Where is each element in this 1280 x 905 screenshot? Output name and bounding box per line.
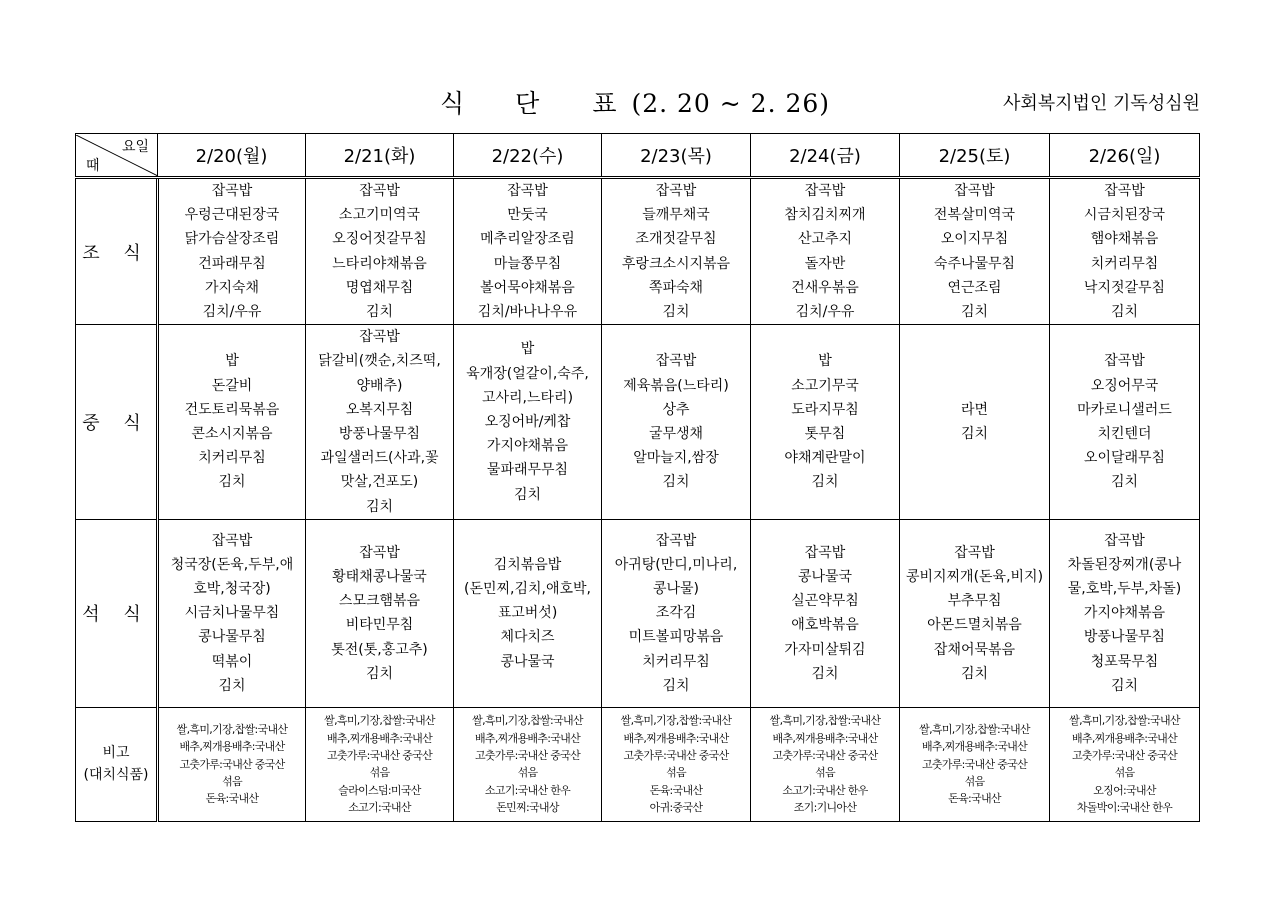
notes-cell-sat — [900, 707, 1050, 821]
menu-item: 오이달래무침 — [1083, 450, 1166, 467]
breakfast-row — [76, 178, 1200, 325]
menu-item: 잡곡밥 — [655, 353, 697, 370]
menu-item: 들깨무채국 — [642, 207, 710, 224]
note-line: 섞음 — [815, 766, 835, 780]
menu-item: 실곤약무침 — [791, 593, 859, 610]
menu-item: 낙지젓갈무침 — [1083, 279, 1166, 296]
note-line: 섞음 — [517, 766, 538, 780]
menu-item: 김치 — [513, 486, 542, 503]
menu-item: 가지야채볶음 — [1083, 605, 1166, 622]
menu-item: 톳전(톳,홍고추) — [331, 641, 428, 658]
menu-item: 야채계란말이 — [784, 450, 866, 467]
menu-item: 건도토리묵볶음 — [184, 401, 280, 418]
note-line: 슬라이스덤:미국산 — [338, 783, 421, 797]
note-line: 섞음 — [1114, 766, 1135, 780]
lunch-label: 중 식 — [82, 413, 150, 435]
dinner-label-cell — [76, 519, 158, 707]
menu-item: 후랑크소시지볶음 — [621, 255, 731, 272]
lunch-cell-thu — [602, 325, 751, 520]
note-line: 배추,찌개용배추:국내산 — [921, 740, 1028, 754]
breakfast-cell-sat — [900, 178, 1050, 325]
menu-item: 치커리무침 — [198, 450, 266, 467]
title-part-1: 식 — [440, 89, 466, 118]
breakfast-cell-sun — [1050, 178, 1200, 325]
menu-item: 김치볶음밥 — [493, 556, 562, 573]
menu-item: 콘소시지볶음 — [191, 426, 273, 443]
menu-item: 건파래무침 — [198, 255, 266, 272]
lunch-cell-wed — [454, 325, 602, 520]
note-line: 조기:기니아산 — [793, 801, 857, 815]
menu-item: 김치/우유 — [795, 304, 855, 321]
menu-item: 숙주나물무침 — [933, 255, 1016, 272]
menu-item: 시금치된장국 — [1083, 207, 1166, 224]
menu-item: 김치 — [218, 677, 246, 694]
note-line: 돈민찌:국내상 — [496, 801, 559, 815]
note-line: 돈육:국내산 — [948, 792, 1001, 806]
note-line: 배추,찌개용배추:국내산 — [772, 731, 878, 745]
menu-item: 김치 — [811, 474, 839, 491]
dinner-cell-sun — [1050, 519, 1200, 707]
menu-item: 고사리,느타리) — [481, 389, 574, 406]
note-line: 쌀,흑미,기장,찹쌀:국내산 — [324, 714, 435, 728]
menu-item: 아귀탕(만디,미나리, — [614, 556, 738, 573]
corner-label-day: 요일 — [121, 138, 149, 155]
menu-item: 오징어바/케찹 — [484, 413, 571, 430]
menu-item: 차돌된장찌개(콩나 — [1067, 556, 1182, 573]
note-line: 배추,찌개용배추:국내산 — [474, 731, 581, 745]
dinner-cell-tue — [306, 519, 454, 707]
day-header-mon: 2/20(월) — [158, 134, 306, 178]
day-header-fri: 2/24(금) — [751, 134, 900, 178]
menu-item: 밥 — [818, 353, 832, 370]
menu-title — [440, 84, 910, 120]
menu-item: 김치 — [218, 474, 246, 491]
menu-item: 김치 — [811, 665, 839, 682]
menu-item: 과일샐러드(사과,꽃 — [320, 450, 439, 467]
menu-item: 잡곡밥 — [359, 544, 400, 561]
breakfast-cell-fri — [751, 178, 900, 325]
menu-item: 김치 — [960, 304, 989, 321]
day-header-tue: 2/21(화) — [306, 134, 454, 178]
menu-item: 소고기무국 — [791, 377, 859, 394]
title-part-3: 표 — [592, 89, 618, 118]
menu-item: 조각김 — [655, 605, 697, 622]
menu-item: 양배추) — [356, 377, 403, 394]
menu-item: 가자미살튀김 — [784, 641, 866, 658]
menu-item: 연근조림 — [947, 279, 1002, 296]
menu-item: 애호박볶음 — [791, 617, 859, 634]
note-line: 오징어:국내산 — [1093, 783, 1156, 797]
menu-item: 닭가슴살장조림 — [184, 231, 280, 248]
notes-row — [76, 707, 1200, 821]
menu-item: 볼어묵야채볶음 — [480, 279, 575, 296]
note-line: 아귀:중국산 — [649, 801, 703, 815]
note-line: 섞음 — [666, 766, 686, 780]
menu-item: 상추 — [662, 401, 690, 418]
menu-item: 콩비지찌개(돈육,비지) — [905, 568, 1044, 585]
note-line: 배추,찌개용배추:국내산 — [1071, 731, 1178, 745]
menu-item: 호박,청국장) — [193, 581, 271, 598]
menu-item: 오이지무침 — [940, 231, 1009, 248]
menu-item: 김치 — [662, 474, 690, 491]
menu-item: 잡곡밥 — [655, 183, 697, 199]
menu-item: 라면 — [960, 401, 989, 418]
menu-item: 맛살,건포도) — [340, 474, 419, 491]
menu-item: 잡채어묵볶음 — [933, 641, 1016, 658]
menu-item: 톳무침 — [804, 426, 846, 443]
day-header-sat: 2/25(토) — [900, 134, 1050, 178]
menu-item: 청포묵무침 — [1090, 653, 1159, 670]
dinner-cell-wed — [454, 519, 602, 707]
note-line: 배추,찌개용배추:국내산 — [179, 740, 285, 754]
note-line: 고춧가루:국내산 중국산 — [921, 757, 1028, 771]
dinner-cell-sat — [900, 519, 1050, 707]
day-header-wed: 2/22(수) — [454, 134, 602, 178]
menu-item: 굴무생채 — [648, 426, 704, 443]
menu-item: 김치/바나나우유 — [477, 304, 578, 321]
menu-item: 콩나물무침 — [198, 629, 266, 646]
notes-label-sub: (대치식품) — [83, 767, 149, 784]
menu-item: 잡곡밥 — [1104, 353, 1145, 370]
menu-item: 마카로니샐러드 — [1077, 401, 1172, 418]
breakfast-cell-mon — [158, 178, 306, 325]
menu-item: 잡곡밥 — [1104, 532, 1145, 549]
note-line: 돈육:국내산 — [649, 783, 703, 797]
menu-item: 방풍나물무침 — [1083, 629, 1166, 646]
menu-item: 제육볶음(느타리) — [623, 377, 729, 394]
menu-item: 치킨텐더 — [1097, 426, 1152, 443]
note-line: 쌀,흑미,기장,찹쌀:국내산 — [1069, 714, 1180, 728]
breakfast-label: 조 식 — [82, 242, 150, 264]
lunch-cell-mon — [158, 325, 306, 520]
menu-item: 부추무침 — [947, 593, 1002, 610]
menu-item: 잡곡밥 — [359, 329, 400, 346]
dinner-cell-mon — [158, 519, 306, 707]
menu-item: 김치 — [662, 677, 690, 694]
menu-item: 떡볶이 — [211, 653, 253, 670]
menu-item: 치커리무침 — [1090, 255, 1159, 272]
note-line: 배추,찌개용배추:국내산 — [326, 731, 433, 745]
notes-cell-tue — [306, 707, 454, 821]
menu-item: 햄야채볶음 — [1090, 231, 1159, 248]
menu-item: 닭갈비(깻순,치즈떡, — [318, 353, 441, 370]
note-line: 소고기:국내산 — [348, 801, 411, 815]
note-line: 고춧가루:국내산 중국산 — [179, 757, 285, 771]
header-row — [76, 134, 1200, 178]
notes-cell-mon — [158, 707, 306, 821]
breakfast-cell-thu — [602, 178, 751, 325]
note-line: 쌀,흑미,기장,찹쌀:국내산 — [769, 714, 881, 728]
note-line: 섞음 — [222, 775, 242, 789]
menu-item: 돈갈비 — [211, 377, 253, 394]
menu-item: 잡곡밥 — [1104, 183, 1145, 199]
lunch-cell-sat — [900, 325, 1050, 520]
menu-item: 밥 — [520, 341, 535, 358]
notes-cell-sun — [1050, 707, 1200, 821]
menu-item: 오복지무침 — [345, 401, 414, 418]
menu-item: 콩나물국 — [797, 568, 853, 585]
note-line: 고춧가루:국내산 중국산 — [623, 748, 729, 762]
menu-item: 잡곡밥 — [954, 544, 995, 561]
menu-item: 알마늘지,쌈장 — [633, 450, 719, 467]
menu-item: 콩나물) — [652, 581, 700, 598]
menu-item: 잡곡밥 — [211, 183, 253, 199]
note-line: 쌀,흑미,기장,찹쌀:국내산 — [620, 714, 732, 728]
note-line: 고춧가루:국내산 중국산 — [326, 748, 433, 762]
menu-item: 가지야채볶음 — [486, 438, 569, 455]
menu-item: 잡곡밥 — [954, 183, 995, 199]
lunch-cell-sun — [1050, 325, 1200, 520]
weekly-menu-table — [75, 133, 1200, 822]
menu-item: 표고버섯) — [497, 605, 558, 622]
note-line: 고춧가루:국내산 중국산 — [474, 748, 581, 762]
title-date-range: (2. 20 ~ 2. 26) — [631, 89, 831, 118]
menu-item: 김치 — [365, 498, 394, 515]
menu-item: 김치 — [365, 304, 394, 321]
note-line: 차돌박이:국내산 한우 — [1076, 801, 1173, 815]
menu-item: 비타민무침 — [345, 617, 414, 634]
menu-item: 마늘쫑무침 — [493, 255, 562, 272]
menu-item: 미트볼피망볶음 — [628, 629, 724, 646]
menu-item: 방풍나물무침 — [338, 426, 421, 443]
menu-item: 명엽채무침 — [345, 279, 414, 296]
menu-item: 쪽파숙채 — [648, 279, 704, 296]
breakfast-cell-tue — [306, 178, 454, 325]
notes-cell-fri — [751, 707, 900, 821]
lunch-cell-tue — [306, 325, 454, 520]
note-line: 소고기:국내산 한우 — [782, 783, 868, 797]
menu-item: 육개장(얼갈이,숙주, — [466, 365, 589, 382]
breakfast-label-cell — [76, 178, 158, 325]
menu-item: 스모크햄볶음 — [338, 593, 421, 610]
menu-item: 김치 — [1110, 677, 1139, 694]
menu-item: 메추리알장조림 — [480, 231, 575, 248]
menu-item: 아몬드멸치볶음 — [927, 617, 1022, 634]
dinner-cell-fri — [751, 519, 900, 707]
corner-label-meal: 때 — [86, 157, 100, 174]
lunch-row — [76, 325, 1200, 520]
menu-item: 느타리야채볶음 — [332, 255, 427, 272]
note-line: 섞음 — [964, 775, 985, 789]
menu-item: 김치 — [1110, 304, 1139, 321]
menu-item: 잡곡밥 — [211, 532, 253, 549]
menu-item: 치커리무침 — [642, 653, 710, 670]
day-header-thu: 2/23(목) — [602, 134, 751, 178]
menu-item: 잡곡밥 — [804, 544, 846, 561]
menu-item: 김치 — [960, 426, 989, 443]
menu-item: 잡곡밥 — [507, 183, 548, 199]
menu-item: 물,호박,두부,차돌) — [1067, 581, 1182, 598]
menu-item: 도라지무침 — [791, 401, 859, 418]
note-line: 쌀,흑미,기장,찹쌀:국내산 — [176, 722, 288, 736]
note-line: 고춧가루:국내산 중국산 — [772, 748, 878, 762]
title-part-2: 단 — [515, 89, 541, 118]
notes-cell-wed — [454, 707, 602, 821]
breakfast-cell-wed — [454, 178, 602, 325]
menu-item: 김치 — [662, 304, 690, 321]
notes-label: 비고 — [102, 745, 130, 762]
menu-item: 만둣국 — [507, 207, 548, 224]
menu-item: 체다치즈 — [500, 629, 555, 646]
menu-item: 잡곡밥 — [655, 532, 697, 549]
menu-item: 물파래무무침 — [486, 462, 569, 479]
note-line: 섞음 — [369, 766, 390, 780]
menu-item: 산고추지 — [797, 231, 853, 248]
lunch-label-cell — [76, 325, 158, 520]
note-line: 배추,찌개용배추:국내산 — [623, 731, 729, 745]
menu-item: 김치/우유 — [202, 304, 262, 321]
note-line: 쌀,흑미,기장,찹쌀:국내산 — [472, 714, 583, 728]
menu-item: 참치김치찌개 — [784, 207, 866, 224]
menu-item: 시금치나물무침 — [184, 605, 280, 622]
menu-item: 잡곡밥 — [359, 183, 400, 199]
menu-item: 가지숙채 — [204, 279, 260, 296]
menu-item: 오징어젓갈무침 — [332, 231, 427, 248]
note-line: 돈육:국내산 — [205, 792, 259, 806]
menu-item: 밥 — [225, 353, 239, 370]
notes-label-cell — [76, 707, 158, 821]
day-header-sun: 2/26(일) — [1050, 134, 1200, 178]
menu-item: 김치 — [365, 665, 394, 682]
notes-cell-thu — [602, 707, 751, 821]
menu-item: (돈민찌,김치,애호박, — [463, 581, 591, 598]
corner-cell — [76, 134, 158, 178]
menu-item: 소고기미역국 — [338, 207, 421, 224]
menu-item: 잡곡밥 — [804, 183, 846, 199]
menu-item: 전복살미역국 — [933, 207, 1016, 224]
menu-item: 건새우볶음 — [791, 279, 859, 296]
menu-item: 청국장(돈육,두부,애 — [170, 556, 294, 573]
menu-item: 조개젓갈무침 — [635, 231, 717, 248]
menu-item: 돌자반 — [804, 255, 846, 272]
menu-item: 오징어무국 — [1090, 377, 1159, 394]
lunch-cell-fri — [751, 325, 900, 520]
note-line: 소고기:국내산 한우 — [484, 783, 571, 797]
organization-name: 사회복지법인 기독성심원 — [1003, 93, 1200, 114]
note-line: 고춧가루:국내산 중국산 — [1071, 748, 1178, 762]
menu-item: 콩나물국 — [500, 653, 555, 670]
dinner-row — [76, 519, 1200, 707]
menu-item: 김치 — [1110, 474, 1139, 491]
menu-item: 김치 — [960, 665, 989, 682]
menu-item: 황태채콩나물국 — [332, 568, 427, 585]
note-line: 쌀,흑미,기장,찹쌀:국내산 — [919, 722, 1030, 736]
menu-item: 우렁근대된장국 — [184, 207, 280, 224]
dinner-label: 석 식 — [82, 604, 150, 626]
dinner-cell-thu — [602, 519, 751, 707]
